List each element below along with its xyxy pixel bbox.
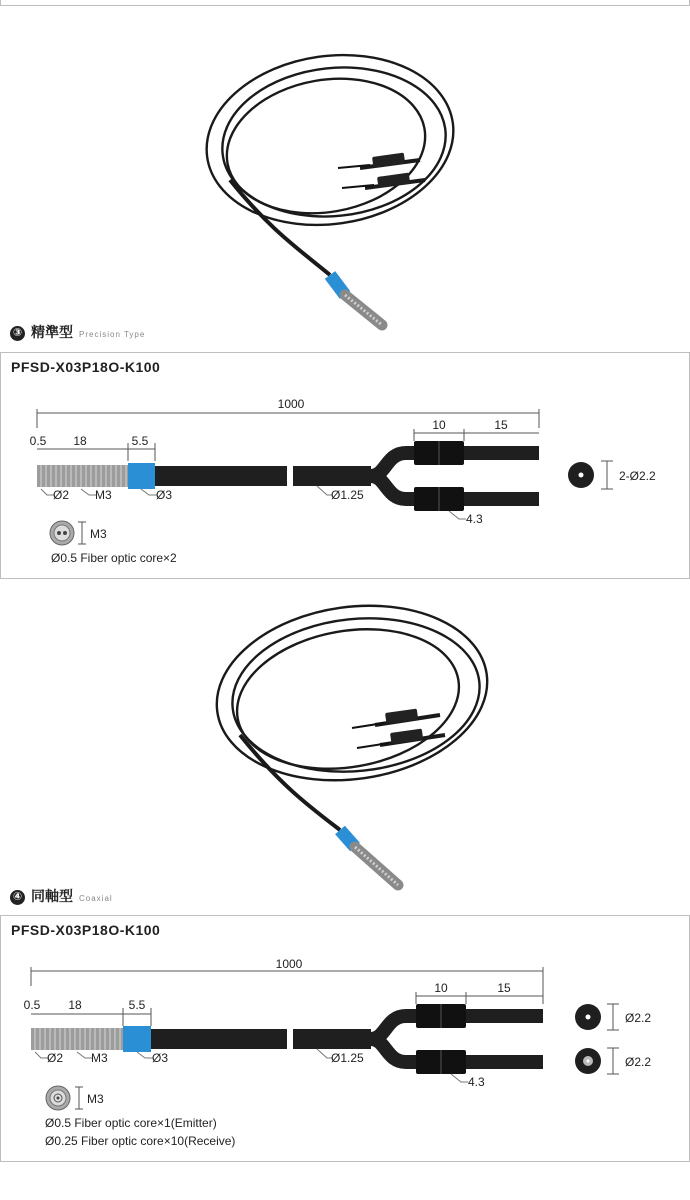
dim-thread-len-1: 18 xyxy=(73,434,87,448)
dim-conn-b-2: 15 xyxy=(497,981,511,995)
dim-connector-2: 4.3 xyxy=(468,1075,485,1089)
section-number-2: ④ xyxy=(10,890,25,905)
cross-section-label-1: 2-Ø2.2 xyxy=(619,469,656,483)
dim-thread-len-2: 18 xyxy=(68,998,82,1012)
model-number-2: PFSD-X03P18O-K100 xyxy=(11,922,161,938)
dim-sleeve-diameter-1: Ø3 xyxy=(156,488,173,502)
fiber-note-1: Ø0.5 Fiber optic core×2 xyxy=(51,551,177,565)
dim-thread-2: M3 xyxy=(91,1051,108,1065)
previous-section-frame xyxy=(0,0,690,6)
spec-box-1 xyxy=(0,352,690,579)
sleeve-1 xyxy=(128,463,155,489)
dim-sleeve-len-1: 5.5 xyxy=(131,434,149,448)
dim-tip-diameter-1: Ø2 xyxy=(53,488,70,502)
fiber-cable-illustration-1 xyxy=(0,20,690,340)
cross-section-label-2b: Ø2.2 xyxy=(625,1055,652,1069)
dim-conn-b-1: 15 xyxy=(494,418,508,432)
fiber-cable-illustration-2 xyxy=(0,585,690,905)
dim-sleeve-diameter-2: Ø3 xyxy=(152,1051,169,1065)
end-view-label-2: M3 xyxy=(87,1092,104,1106)
fiber-note-2a: Ø0.5 Fiber optic core×1(Emitter) xyxy=(45,1116,217,1130)
dim-total-1: 1000 xyxy=(277,397,305,411)
dim-tip-2: 0.5 xyxy=(23,998,41,1012)
end-view-label-1: M3 xyxy=(90,527,107,541)
dim-total-2: 1000 xyxy=(275,957,303,971)
dim-thread-1: M3 xyxy=(95,488,112,502)
dimension-drawing-1 xyxy=(1,353,689,578)
dim-connector-1: 4.3 xyxy=(466,512,483,526)
dim-conn-a-2: 10 xyxy=(434,981,448,995)
cross-section-label-2a: Ø2.2 xyxy=(625,1011,652,1025)
spec-box-2 xyxy=(0,915,690,1162)
dim-tip-1: 0.5 xyxy=(29,434,47,448)
section-title-cn-1: 精準型 xyxy=(31,324,73,340)
section-heading-2 xyxy=(10,886,113,906)
fiber-note-2b: Ø0.25 Fiber optic core×10(Receive) xyxy=(45,1134,236,1148)
section-title-en-1: Precision Type xyxy=(79,330,146,339)
dim-sleeve-len-2: 5.5 xyxy=(128,998,146,1012)
section-title-cn-2: 同軸型 xyxy=(31,888,73,904)
dim-fiber-diameter-1: Ø1.25 xyxy=(331,488,364,502)
sleeve-2 xyxy=(123,1026,151,1052)
section-title-en-2: Coaxial xyxy=(79,894,113,903)
dim-tip-diameter-2: Ø2 xyxy=(47,1051,64,1065)
section-number-1: ③ xyxy=(10,326,25,341)
section-heading-1 xyxy=(10,322,145,342)
dim-fiber-diameter-2: Ø1.25 xyxy=(331,1051,364,1065)
model-number-1: PFSD-X03P18O-K100 xyxy=(11,359,161,375)
dim-conn-a-1: 10 xyxy=(432,418,446,432)
